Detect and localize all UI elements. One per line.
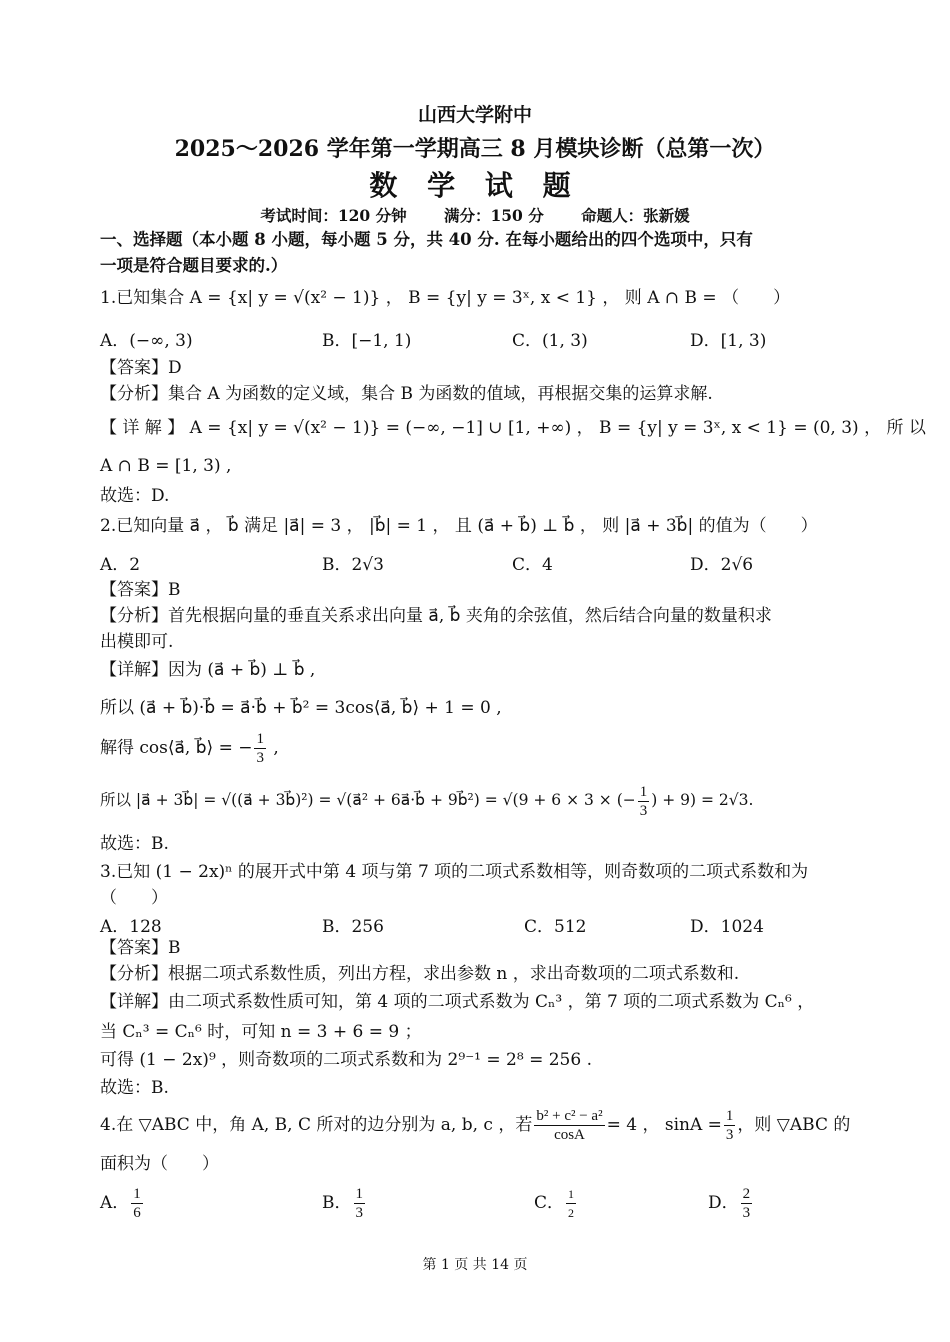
option-label: A．	[100, 1193, 130, 1213]
exam-title: 2025～2026 学年第一学期高三 8 月模块诊断（总第一次）	[174, 136, 776, 162]
option-a: A．2	[100, 555, 141, 575]
fraction-denominator: 3	[256, 750, 264, 766]
question-1-analysis: 【分析】集合 A 为函数的定义域，集合 B 为函数的值域，再根据交集的运算求解.	[100, 384, 713, 404]
option-b: B．256	[322, 917, 384, 937]
fraction-denominator: 3	[355, 1205, 363, 1221]
fraction-denominator: 6	[133, 1205, 141, 1221]
option-d: D．1024	[690, 917, 764, 937]
fraction-numerator: 1	[355, 1186, 363, 1202]
question-2-detail-2: 所以 (a⃗ + b⃗)·b⃗ = a⃗·b⃗ + b⃗² = 3cos⟨a⃗, b⃗⟩ + 1 = 0 ,	[100, 698, 502, 718]
option-a: A．128	[100, 917, 162, 937]
option-a: A．(−∞, 3)	[100, 331, 193, 351]
full-score: 满分：150 分	[443, 206, 544, 225]
question-1-options	[100, 326, 860, 352]
question-3-options	[100, 912, 860, 938]
option-b: B．[−1, 1)	[322, 331, 412, 351]
fraction	[534, 1107, 604, 1144]
option-d: D．2√6	[690, 555, 754, 575]
fraction-numerator: 1	[725, 1108, 734, 1124]
question-4-stem-cont: 面积为（ ）	[100, 1154, 219, 1174]
question-3-stem-cont: （ ）	[100, 888, 168, 908]
section-heading-cont: 一项是符合题目要求的.）	[100, 256, 288, 275]
fraction	[254, 730, 266, 767]
fraction	[741, 1185, 753, 1222]
fraction-numerator: b² + c² − a²	[536, 1108, 603, 1124]
question-2-options	[100, 550, 860, 576]
fraction-denominator: 3	[742, 1205, 751, 1221]
question-3-choice: 故选：B.	[100, 1078, 169, 1098]
fraction-denominator: 3	[725, 1127, 734, 1143]
section-heading: 一、选择题（本小题 8 小题，每小题 5 分，共 40 分. 在每小题给出的四个选项中，只有	[100, 230, 753, 249]
subject-title: 数 学 试 题	[369, 169, 581, 202]
question-2-analysis: 【分析】首先根据向量的垂直关系求出向量 a⃗, b⃗ 夹角的余弦值，然后结合向量的数量积求	[100, 606, 772, 626]
stem-text: ，则 ▽ABC 的	[737, 1115, 851, 1135]
exam-meta	[0, 204, 950, 226]
stem-text: 4.在 ▽ABC 中，角 A, B, C 所对的边分别为 a, b, c ，若	[100, 1115, 533, 1135]
option-d	[708, 1182, 754, 1224]
question-3-answer: 【答案】B	[100, 938, 181, 958]
question-3-stem: 3.已知 (1 − 2x)ⁿ 的展开式中第 4 项与第 7 项的二项式系数相等，则奇数项的二项式系数和为	[100, 862, 809, 882]
detail-text: 解得 cos⟨a⃗, b⃗⟩ = −	[100, 738, 253, 758]
fraction-numerator: 1	[566, 1185, 576, 1204]
question-3-detail-3: 可得 (1 − 2x)⁹ ，则奇数项的二项式系数和为 2⁹⁻¹ = 2⁸ = 256 .	[100, 1050, 592, 1070]
fraction-numerator: 2	[742, 1186, 751, 1202]
question-4-options	[100, 1182, 860, 1224]
question-2-stem: 2.已知向量 a⃗ ， b⃗ 满足 |a⃗| = 3 ， |b⃗| = 1 ， 且 (a⃗ + b⃗) ⊥ b⃗ ， 则 |a⃗ + 3b⃗| 的值为（ ）	[100, 516, 818, 536]
question-1-answer: 【答案】D	[100, 358, 182, 378]
option-d: D．[1, 3)	[690, 331, 767, 351]
question-1-detail: 【 详 解 】 A = {x| y = √(x² − 1)} = (−∞, −1] ∪ [1, +∞) ， B = {y| y = 3ˣ, x < 1} = (0, 3) ， 所 以	[100, 418, 926, 438]
question-2-detail: 【详解】因为 (a⃗ + b⃗) ⊥ b⃗ ,	[100, 660, 316, 680]
option-c: C．(1, 3)	[512, 331, 588, 351]
detail-text: ) + 9) = 2√3.	[651, 791, 754, 809]
question-2-analysis-cont: 出模即可.	[100, 632, 174, 652]
question-2-choice: 故选：B.	[100, 834, 169, 854]
fraction	[638, 783, 650, 820]
option-c: C．512	[524, 917, 587, 937]
question-3-analysis: 【分析】根据二项式系数性质，列出方程，求出参数 n ，求出奇数项的二项式系数和.	[100, 964, 740, 984]
fraction	[566, 1185, 576, 1222]
fraction-numerator: 1	[133, 1186, 141, 1202]
option-a	[100, 1182, 145, 1224]
option-label: B．	[322, 1193, 352, 1213]
option-b	[322, 1182, 367, 1224]
school-name: 山西大学附中	[417, 104, 532, 126]
fraction	[354, 1185, 366, 1222]
question-1-detail-cont: A ∩ B = [1, 3) ,	[100, 456, 232, 476]
fraction-denominator: cosA	[554, 1127, 585, 1143]
option-b: B．2√3	[322, 555, 384, 575]
question-1-stem: 1.已知集合 A = {x| y = √(x² − 1)} ， B = {y| y = 3ˣ, x < 1} ， 则 A ∩ B = （ ）	[100, 288, 791, 308]
option-label: C．	[534, 1193, 565, 1213]
detail-text: ,	[267, 738, 279, 758]
detail-text: 所以 |a⃗ + 3b⃗| = √((a⃗ + 3b⃗)²) = √(a⃗² + 6a⃗·b⃗ + 9b⃗²) = √(9 + 6 × 3 × (−	[100, 791, 636, 809]
fraction-denominator: 2	[568, 1206, 575, 1220]
fraction-denominator: 3	[639, 802, 648, 819]
question-2-answer: 【答案】B	[100, 580, 181, 600]
option-c	[534, 1182, 578, 1224]
exam-author: 命题人：张新媛	[581, 206, 690, 225]
option-c: C．4	[512, 555, 553, 575]
exam-time: 考试时间：120 分钟	[260, 206, 407, 225]
option-label: D．	[708, 1193, 739, 1213]
fraction-numerator: 1	[256, 731, 264, 747]
fraction-numerator: 1	[639, 783, 648, 800]
question-3-detail-2: 当 Cₙ³ = Cₙ⁶ 时，可知 n = 3 + 6 = 9 ；	[100, 1022, 422, 1042]
question-2-detail-4	[100, 780, 860, 820]
stem-text: = 4 ， sinA =	[606, 1115, 722, 1135]
fraction	[131, 1185, 143, 1222]
question-2-detail-3	[100, 728, 860, 768]
page-footer: 第 1 页 共 14 页	[422, 1257, 528, 1273]
question-3-detail: 【详解】由二项式系数性质可知，第 4 项的二项式系数为 Cₙ³ ，第 7 项的二项式系数为 Cₙ⁶ ，	[100, 992, 815, 1012]
question-1-choice: 故选：D.	[100, 486, 170, 506]
question-4-stem	[100, 1104, 860, 1146]
fraction	[724, 1107, 736, 1144]
